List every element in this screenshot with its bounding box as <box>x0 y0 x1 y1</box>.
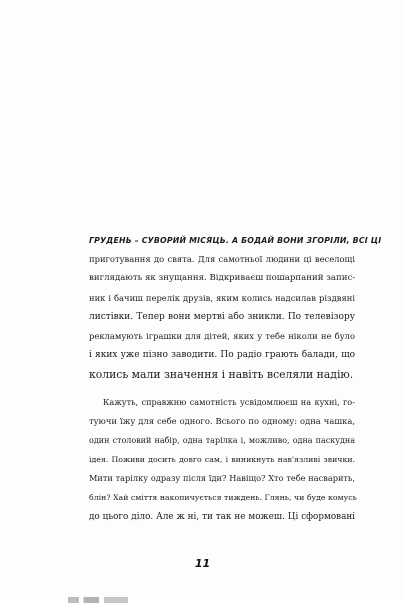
text-line: туючи їжу для себе одного. Всього по одному: одна чашка, <box>89 415 355 426</box>
body-text <box>89 231 382 527</box>
text-line: листівки. Тепер вони мертві або зникли. По телевізору <box>89 311 355 322</box>
bleed-through-decoration <box>68 597 128 603</box>
page-number: 11 <box>194 557 211 570</box>
paragraph-1 <box>89 250 355 384</box>
text-line: блін? Хай сміття накопичується тиждень. Глянь, чи буде комусь <box>89 493 357 503</box>
text-line: Мити тарілку одразу після їди? Навіщо? Хто тебе насварить, <box>89 473 355 484</box>
text-line: приготування до свята. Для самотньої людини ці веселощі <box>89 254 355 265</box>
text-line: колись мали значення і навіть вселяли надію. <box>89 368 354 382</box>
text-line: до цього діло. Але ж ні, ти так не можеш. Ці сформовані <box>89 511 355 522</box>
paragraph-gap <box>89 385 355 393</box>
lead-phrase: ГРУДЕНЬ – СУВОРИЙ МІСЯЦЬ. А БОДАЙ ВОНИ ЗГОРІЛИ, ВСІ ЦІ <box>89 236 382 245</box>
text-line: ник і бачиш перелік друзів, яким колись надсилав різдвяні <box>89 292 355 303</box>
text-line: рекламують іграшки для дітей, яких у тебе ніколи не було <box>89 330 355 341</box>
text-line: і яких уже пізно заводити. По радіо грають балади, що <box>89 350 355 361</box>
text-line: виглядають як знущання. Відкриваєш пошарпаний запис- <box>89 273 356 284</box>
text-line: Кажуть, справжню самотність усвідомлюєш на кухні, го- <box>103 396 355 407</box>
text-line: один столовий набір, одна тарілка і, можливо, одна паскудна <box>89 435 355 445</box>
paragraph-2 <box>89 393 355 527</box>
text-line: ідея. Поживи досить довго сам, і виникнуть нав'язливі звички. <box>89 455 355 465</box>
